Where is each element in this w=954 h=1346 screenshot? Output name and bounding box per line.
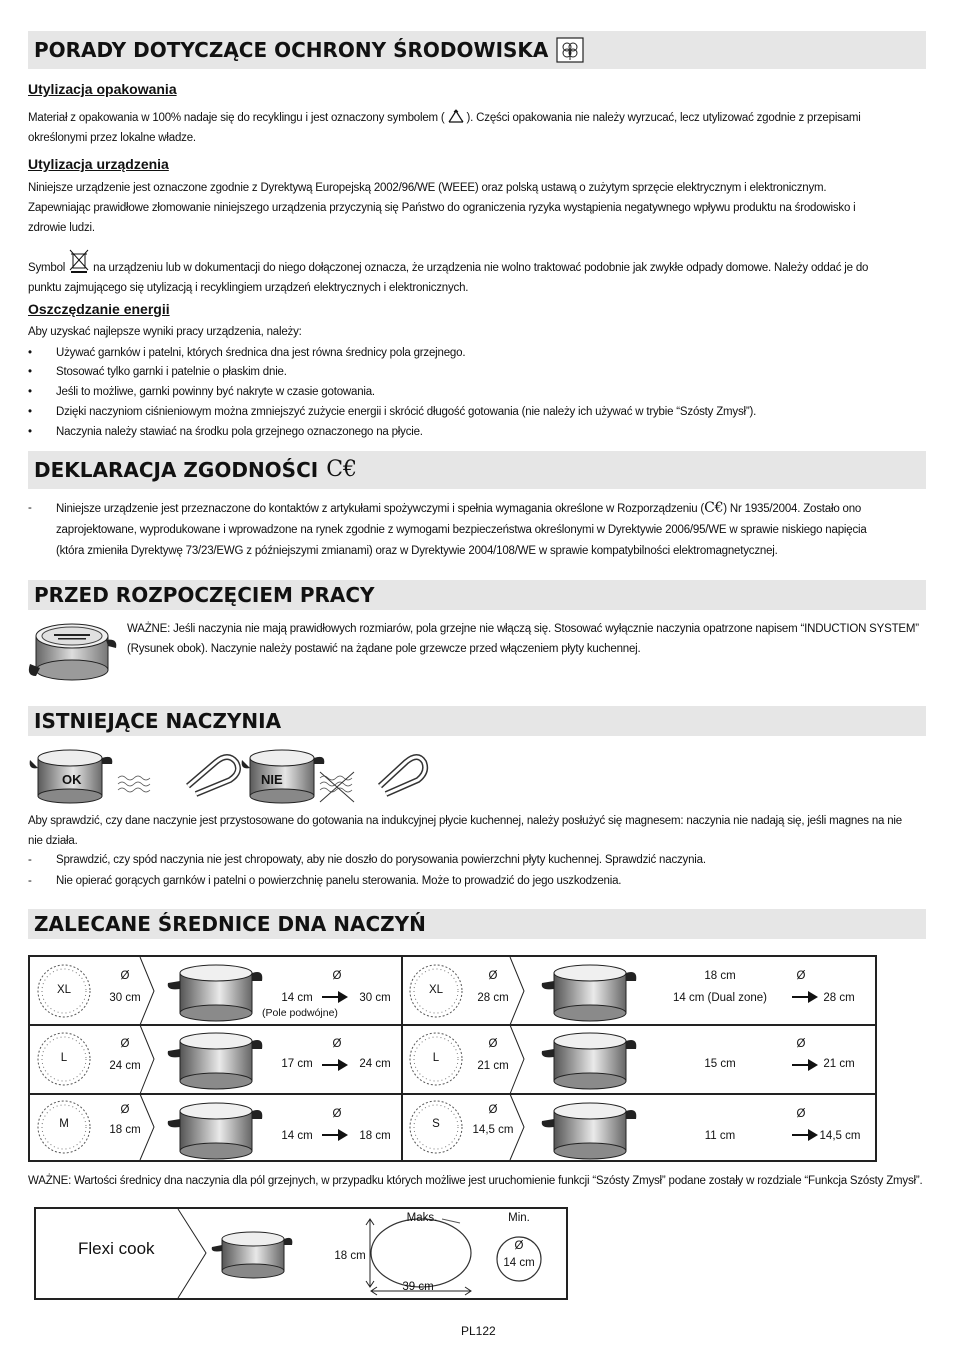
existing-line1: Aby sprawdzić, czy dane naczynie jest przystosowane do gotowania na indukcyjnej płycie kuchennej, należy posłużyć się magnesem: naczynia nie nadają się, jeśli magnes na nie bbox=[28, 815, 902, 827]
pot-min: 11 cm bbox=[704, 1130, 736, 1142]
device-text-line2: Zapewniając prawidłowe złomowanie niniejszego urządzenia przyczynią się Państwo do ograniczenia ryzyka wystąpienia negatywnego wpływu produktu na środowisko i bbox=[28, 202, 856, 214]
pot-min: 15 cm bbox=[704, 1058, 736, 1070]
flexi-width: 39 cm bbox=[402, 1281, 434, 1293]
crossed-bin-icon bbox=[68, 249, 90, 273]
device-text-line1: Niniejsze urządzenie jest oznaczone zgodnie z Dyrektywą Europejską 2002/96/WE (WEEE) oraz polską ustawą o zużytym sprzęcie elektrycznym i elektronicznym. bbox=[28, 182, 827, 194]
zone-label: L bbox=[60, 1052, 68, 1064]
packaging-text-part1: Materiał z opakowania w 100% nadaje się do recyklingu i jest oznaczony symbolem ( bbox=[28, 112, 445, 124]
pot-max: 24 cm bbox=[359, 1058, 391, 1070]
pot-min: 14 cm bbox=[281, 1130, 313, 1142]
nie-label: NIE bbox=[261, 772, 283, 787]
flexi-cook-box bbox=[34, 1207, 568, 1300]
magnet-test-illustration bbox=[28, 748, 428, 804]
phi-symbol: Ø bbox=[120, 1104, 130, 1116]
section-heading-environment bbox=[28, 31, 926, 69]
zone-label: XL bbox=[428, 984, 444, 996]
zone-label: L bbox=[432, 1052, 440, 1064]
symbol-text bbox=[28, 258, 923, 298]
flexi-label: Flexi cook bbox=[78, 1239, 155, 1258]
heading-text: ISTNIEJĄCE NACZYNIA bbox=[34, 709, 282, 733]
before-line1: WAŻNE: Jeśli naczynia nie mają prawidłowych rozmiarów, pola grzejne nie włączą się. Stosować wyłącznie naczynia opatrzone napisem “INDUCTION SYSTEM” bbox=[127, 623, 919, 635]
flexi-max-label: Maks. bbox=[406, 1212, 438, 1224]
energy-intro: Aby uzyskać najlepsze wyniki pracy urządzenia, należy: bbox=[28, 326, 302, 338]
symbol-text-line1: na urządzeniu lub w dokumentacji do niego dołączonej oznacza, że urządzenia nie wolno traktować podobnie jak zwykłe odpady domowe. Należy oddać je do bbox=[93, 262, 869, 274]
phi-symbol: Ø bbox=[796, 970, 806, 982]
zone-diameter: 14,5 cm bbox=[472, 1124, 514, 1136]
phi-symbol: Ø bbox=[514, 1240, 524, 1252]
pot-max: 14,5 cm bbox=[819, 1130, 861, 1142]
pot-min: 14 cm bbox=[281, 992, 313, 1004]
decl-line1a: Niniejsze urządzenie jest przeznaczone do kontaktów z artykułami spożywczymi i spełnia wymagania określone w Rozporządzeniu ( bbox=[56, 503, 705, 515]
phi-symbol: Ø bbox=[332, 1108, 342, 1120]
zone-diameter: 21 cm bbox=[477, 1060, 509, 1072]
decl-line1b: ) Nr 1935/2004. Zostało ono bbox=[723, 503, 862, 515]
existing-text bbox=[28, 811, 923, 851]
phi-symbol: Ø bbox=[796, 1038, 806, 1050]
flexi-height: 18 cm bbox=[334, 1250, 366, 1262]
pot-min: 17 cm bbox=[281, 1058, 313, 1070]
pot-min: 18 cm bbox=[704, 970, 736, 982]
phi-symbol: Ø bbox=[332, 970, 342, 982]
recycle-leaf-icon bbox=[556, 37, 584, 63]
existing-line2: nie działa. bbox=[28, 835, 78, 847]
zone-diameter: 28 cm bbox=[477, 992, 509, 1004]
packaging-text bbox=[28, 108, 923, 148]
phi-symbol: Ø bbox=[796, 1108, 806, 1120]
symbol-word: Symbol bbox=[28, 262, 66, 274]
pot-max: 21 cm bbox=[823, 1058, 855, 1070]
page-number: PL122 bbox=[461, 1324, 496, 1338]
phi-symbol: Ø bbox=[488, 970, 498, 982]
ce-mark: C€ bbox=[326, 457, 358, 482]
induction-pot-illustration bbox=[28, 618, 118, 684]
zone-diameter: 30 cm bbox=[109, 992, 141, 1004]
section-heading-diameters bbox=[28, 909, 926, 939]
recycle-icon bbox=[445, 109, 467, 125]
decl-line3: (która zmieniła Dyrektywę 73/23/EWG z późniejszymi zmianami) oraz w Dyrektywie 2004/108/WE w sprawie kompatybilności elektromagnetycznej. bbox=[56, 545, 778, 557]
phi-symbol: Ø bbox=[488, 1104, 498, 1116]
decl-line2: zaprojektowane, wyprodukowane i wprowadzone na rynek zgodnie z wymogami bezpieczeństwa określonymi w Dyrektywie 2006/95/WE w sprawie niskiego napięcia bbox=[56, 524, 867, 536]
pot-max: 18 cm bbox=[359, 1130, 391, 1142]
heading-text: DEKLARACJA ZGODNOŚCI bbox=[34, 458, 319, 482]
phi-symbol: Ø bbox=[120, 1038, 130, 1050]
zone-diameter: 24 cm bbox=[109, 1060, 141, 1072]
zone-label: S bbox=[432, 1118, 440, 1130]
section-heading-existing bbox=[28, 706, 926, 736]
device-title: Utylizacja urządzenia bbox=[28, 156, 169, 172]
heading-text: PRZED ROZPOCZĘCIEM PRACY bbox=[34, 583, 375, 607]
diameter-note: WAŻNE: Wartości średnicy dna naczynia dla pól grzejnych, w przypadku których możliwe jest uruchomienie funkcji “Szósty Zmysł” podane zostały w rozdziale “Funkcja Szósty Zmysł”. bbox=[28, 1175, 923, 1187]
phi-symbol: Ø bbox=[120, 970, 130, 982]
section-heading-before-start bbox=[28, 580, 926, 610]
ce-mark-inline: C€ bbox=[704, 500, 724, 516]
heading-text: ZALECANE ŚREDNICE DNA NACZYŃ bbox=[34, 912, 426, 936]
pot-note: (Pole podwójne) bbox=[262, 1007, 338, 1019]
before-text bbox=[127, 619, 927, 659]
zone-label: XL bbox=[56, 984, 72, 996]
heading-text: PORADY DOTYCZĄCE OCHRONY ŚRODOWISKA bbox=[34, 38, 549, 62]
zone-diameter: 18 cm bbox=[109, 1124, 141, 1136]
pot-max: 28 cm bbox=[823, 992, 855, 1004]
energy-title: Oszczędzanie energii bbox=[28, 301, 170, 317]
symbol-text-line2: punktu zajmującego się utylizacją i recyklingiem urządzeń elektrycznych i elektronicznych. bbox=[28, 282, 469, 294]
phi-symbol: Ø bbox=[488, 1038, 498, 1050]
ok-label: OK bbox=[62, 772, 82, 787]
zone-label: M bbox=[59, 1118, 69, 1130]
section-heading-declaration bbox=[28, 451, 926, 489]
phi-symbol: Ø bbox=[332, 1038, 342, 1050]
packaging-text-part2: ). Części opakowania nie należy wyrzucać, lecz utylizować zgodnie z przepisami bbox=[466, 112, 861, 124]
device-text bbox=[28, 178, 923, 238]
packaging-text-part3: określonymi przez lokalne władze. bbox=[28, 132, 196, 144]
packaging-title: Utylizacja opakowania bbox=[28, 81, 177, 97]
device-text-line3: zdrowie ludzi. bbox=[28, 222, 95, 234]
flexi-min-diameter: 14 cm bbox=[503, 1257, 535, 1269]
pot-min-dual: 14 cm (Dual zone) bbox=[673, 992, 767, 1004]
pot-max: 30 cm bbox=[359, 992, 391, 1004]
before-line2: (Rysunek obok). Naczynie należy postawić na żądane pole grzewcze przed włączeniem płyty kuchennej. bbox=[127, 643, 641, 655]
diameter-table bbox=[28, 955, 877, 1162]
flexi-min-label: Min. bbox=[508, 1212, 530, 1224]
